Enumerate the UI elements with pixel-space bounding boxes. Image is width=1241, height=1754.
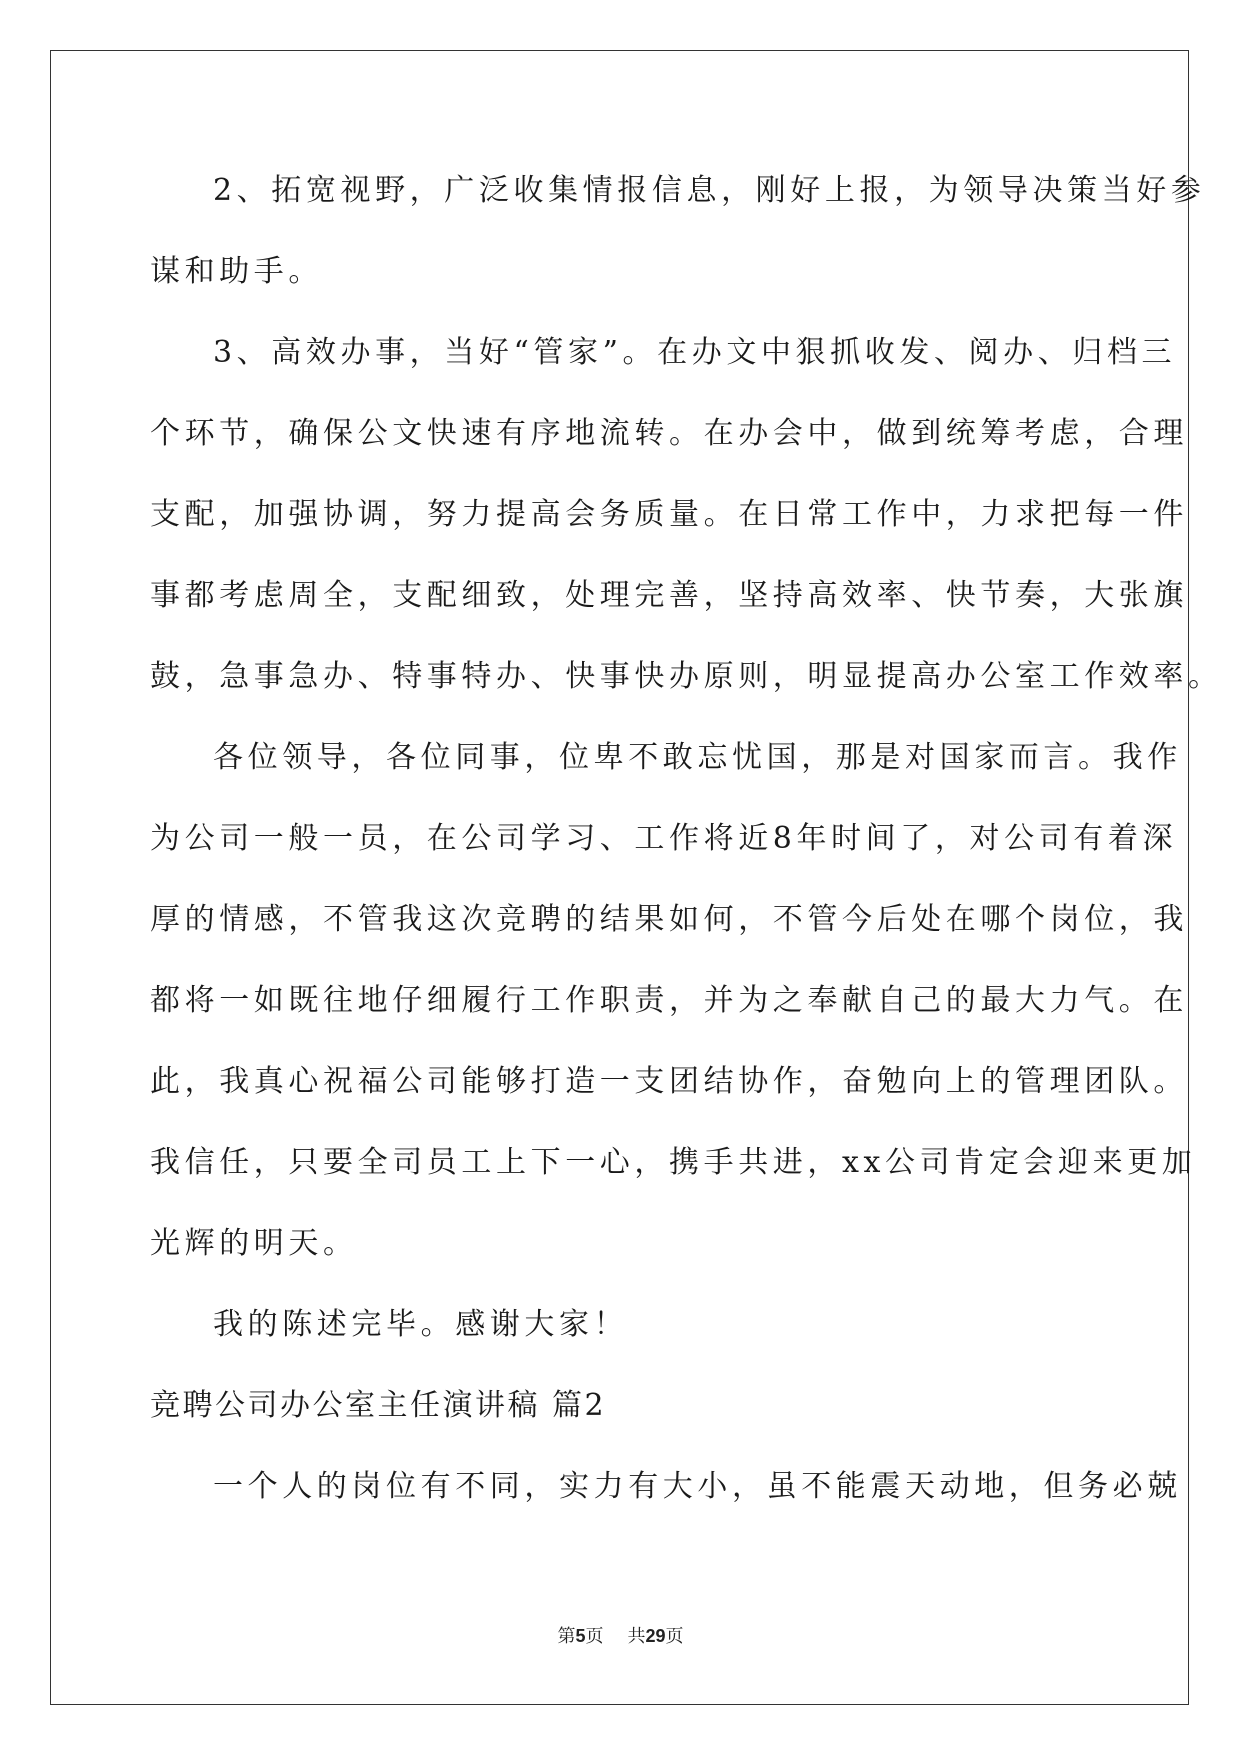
paragraph-line: 谋和助手。 xyxy=(150,254,323,289)
paragraph-line: 个环节，确保公文快速有序地流转。在办会中，做到统筹考虑，合理 xyxy=(150,416,1188,451)
paragraph-line: 鼓，急事急办、特事特办、快事快办原则，明显提高办公室工作效率。 xyxy=(150,659,1223,694)
paragraph-line: 3、高效办事，当好“管家”。在办文中狠抓收发、阅办、归档三 xyxy=(213,335,1177,370)
paragraph-line: 都将一如既往地仔细履行工作职责，并为之奉献自己的最大力气。在 xyxy=(150,983,1188,1018)
page-footer xyxy=(0,1624,1241,1649)
paragraph-line: 我的陈述完毕。感谢大家！ xyxy=(213,1307,629,1342)
page-prefix: 第 xyxy=(557,1626,576,1647)
page-suffix: 页 xyxy=(585,1626,604,1647)
paragraph-line: 此，我真心祝福公司能够打造一支团结协作，奋勉向上的管理团队。 xyxy=(150,1064,1188,1099)
paragraph-line: 2、拓宽视野，广泛收集情报信息，刚好上报，为领导决策当好参 xyxy=(213,173,1206,208)
page-number: 5 xyxy=(575,1626,586,1646)
paragraph-line: 厚的情感，不管我这次竞聘的结果如何，不管今后处在哪个岗位，我 xyxy=(150,902,1188,937)
paragraph-line: 事都考虑周全，支配细致，处理完善，坚持高效率、快节奏，大张旗 xyxy=(150,578,1188,613)
total-suffix: 页 xyxy=(665,1626,684,1647)
document-body xyxy=(150,162,1223,1539)
paragraph-line: 为公司一般一员，在公司学习、工作将近8年时间了，对公司有着深 xyxy=(150,821,1178,856)
section-heading: 竞聘公司办公室主任演讲稿 篇2 xyxy=(150,1388,607,1423)
paragraph-line: 我信任，只要全司员工上下一心，携手共进，xx公司肯定会迎来更加 xyxy=(150,1145,1197,1180)
paragraph-line: 各位领导，各位同事，位卑不敢忘忧国，那是对国家而言。我作 xyxy=(213,740,1182,775)
total-prefix: 共 xyxy=(627,1626,646,1647)
paragraph-line: 一个人的岗位有不同，实力有大小，虽不能震天动地，但务必兢 xyxy=(213,1469,1182,1504)
paragraph-line: 支配，加强协调，努力提高会务质量。在日常工作中，力求把每一件 xyxy=(150,497,1188,532)
paragraph-line: 光辉的明天。 xyxy=(150,1226,358,1261)
total-pages: 29 xyxy=(645,1626,666,1646)
